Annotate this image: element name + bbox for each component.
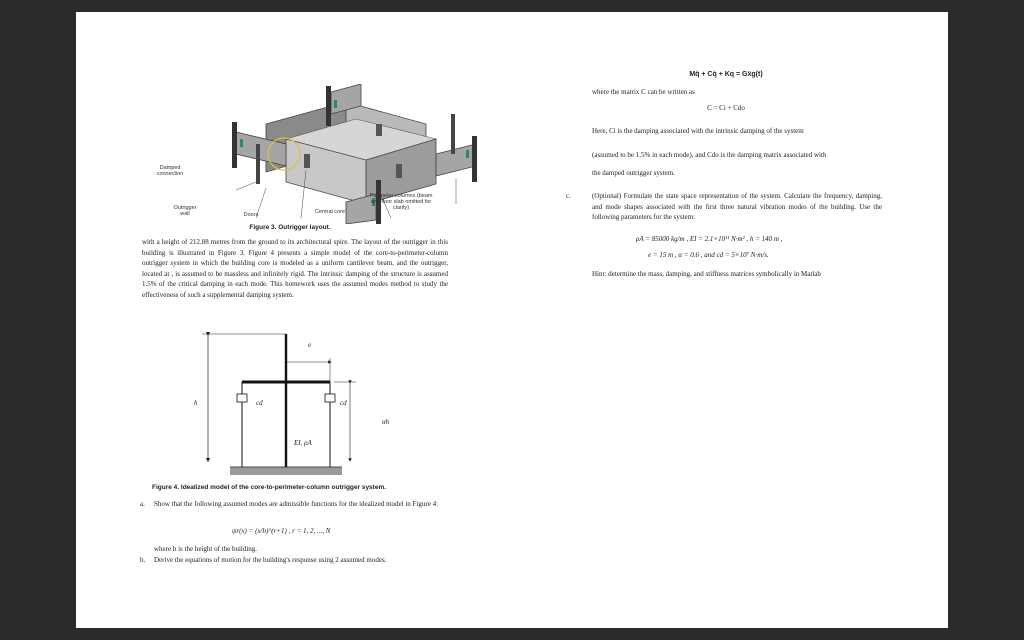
label-cd-right: cd <box>340 399 347 407</box>
label-cd-left: cd <box>256 399 263 407</box>
matlab-hint: Hint: determine the mass, damping, and stiffness matrices symbolically in Matlab <box>592 270 821 278</box>
parameters-line-2: e = 15 m , α = 0.6 , and cd = 5×10⁷ N·m/s. <box>648 251 769 259</box>
label-alpha-h: αh <box>382 418 390 426</box>
question-a-text: Show that the following assumed modes are admissible functions for the idealized model in Figure 4: <box>154 500 439 508</box>
question-a-equation: ψr(x) = (x/h)^(r+1) , r = 1, 2, ..., N <box>232 527 331 535</box>
document-page <box>76 12 948 628</box>
figure4-drawing <box>186 332 426 482</box>
parameters-line-1: ρA = 85000 kg/m , EI = 2.1×10¹¹ N·m² , h = 140 m , <box>636 235 783 243</box>
label-ei-rhoa: EI, ρA <box>294 439 312 447</box>
label-central-core: Central core <box>315 209 345 215</box>
figure3-drawing <box>226 84 486 224</box>
question-c-text: (Optional) Formulate the state space representation of the system. Calculate the frequency, damping, and mode shapes associated with the first three natural vibration modes of the building. Use the following parameters for the system: <box>592 192 882 221</box>
label-e: e <box>308 341 312 349</box>
equation-of-motion: Mq̈ + Cq̇ + Kq = Gẍg(t) <box>689 71 763 78</box>
label-damped-connection: Damped connection <box>156 165 184 177</box>
intrinsic-damping-text: Here, Ci is the damping associated with the intrinsic damping of the system <box>592 127 804 135</box>
question-a-note: where h is the height of the building. <box>154 545 258 553</box>
question-a-marker: a. <box>140 500 145 508</box>
label-doors: Doors <box>243 212 259 218</box>
label-perimeter-columns: Perimeter columns (beam and floor slab omitted for clarity) <box>369 193 433 211</box>
damped-outrigger-text: the damped outrigger system. <box>592 169 675 177</box>
matrix-c-equation: C = Ci + Cdo <box>707 104 745 112</box>
label-h: h <box>194 399 198 407</box>
question-b-text: Derive the equations of motion for the building's response using 2 assumed modes. <box>154 556 387 564</box>
label-outrigger-wall: Outrigger wall <box>173 205 197 217</box>
question-b-marker: b. <box>140 556 146 564</box>
matrix-c-intro: where the matrix C can be written as <box>592 88 695 96</box>
intro-paragraph: with a height of 212.88 metres from the ground to its architectural spire. The layout of the outrigger in this building is illustrated in Figure 3. Figure 4 presents a simple model of the core-to-perimeter-column outrigger system in which the building core is modeled as a uniform cantilever beam, and the outrigger, located at , is assumed to be massless and infinitely rigid. The intrinsic damping of the structure is assumed 1.5% of the critical damping in each mode. This homework uses the assumed modes method to study the effectiveness of such a supplemental damping system. <box>142 238 448 299</box>
assumed-damping-text: (assumed to be 1.5% in each mode), and Cdo is the damping matrix associated with <box>592 151 827 159</box>
figure3-caption: Figure 3. Outrigger layout. <box>249 224 331 231</box>
question-c-marker: c. <box>566 192 571 200</box>
figure4-caption: Figure 4. Idealized model of the core-to-perimeter-column outrigger system. <box>152 484 387 491</box>
